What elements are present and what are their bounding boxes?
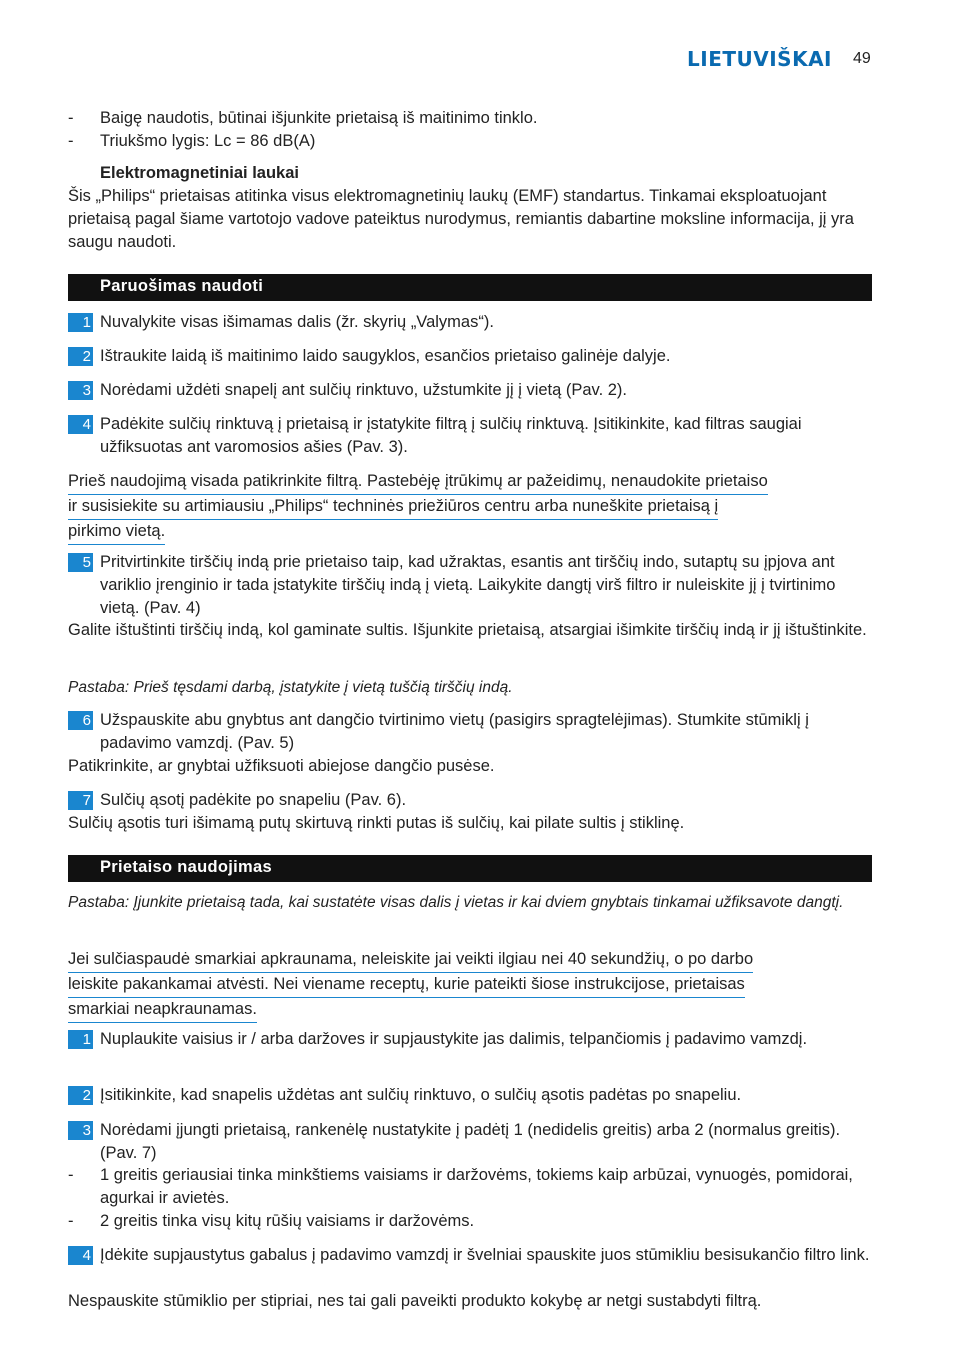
step-text: Užspauskite abu gnybtus ant dangčio tvirtinimo vietų (pasigirs spragtelėjimas). Stumkite stūmiklį į padavimo vamzdį. (Pav. 5) (100, 711, 809, 752)
step-note: Galite ištuštinti tirščių indą, kol gaminate sultis. Išjunkite prietaisą, atsargiai išimkite tirščių indą ir jį ištuštinkite. (68, 621, 867, 639)
step-number: 6 (68, 711, 93, 730)
step-note: Sulčių ąsotis turi išimamą putų skirtuvą rinkti putas iš sulčių, kai pilate sultis į stiklinę. (68, 814, 685, 832)
step-text: Padėkite sulčių rinktuvą į prietaisą ir įstatykite filtrą į sulčių rinktuvą. Įsitikinkite, kad filtras saugiai užfiksuotas ant varomosios ašies (Pav. 3). (100, 415, 802, 456)
step-number: 1 (68, 1030, 93, 1049)
speed-bullet: 1 greitis geriausiai tinka minkštiems vaisiams ir daržovėms, tokiems kaip arbūzai, vynuogės, pomidorai, agurkai ir avietės. (100, 1166, 853, 1207)
step-number: 2 (68, 347, 93, 366)
step-number: 4 (68, 415, 93, 434)
warning-block (68, 470, 872, 545)
bullet-dash: - (68, 1166, 74, 1184)
step-text: Norėdami įjungti prietaisą, rankenėlę nustatykite į padėtį 1 (nedidelis greitis) arba 2 (normalus greitis). (Pav. 7) (100, 1121, 841, 1162)
step-number: 3 (68, 1121, 93, 1140)
section-title: Paruošimas naudoti (100, 277, 264, 295)
intro-bullet: Triukšmo lygis: Lc = 86 dB(A) (100, 132, 316, 150)
warning-line: leiskite pakankamai atvėsti. Nei viename receptų, kurie pateikti šiose instrukcijose, prietaisas (68, 973, 745, 998)
step-number: 1 (68, 313, 93, 332)
section-title: Prietaiso naudojimas (100, 858, 272, 876)
warning-line: Jei sulčiaspaudė smarkiai apkraunama, neleiskite jai veikti ilgiau nei 40 sekundžių, o po darbo (68, 948, 753, 973)
step-text: Sulčių ąsotį padėkite po snapeliu (Pav. 6). (100, 791, 407, 809)
page-number: 49 (853, 50, 871, 67)
step-number: 5 (68, 553, 93, 572)
step-text: Pritvirtinkite tirščių indą prie prietaiso taip, kad užraktas, esantis ant tirščių indo, sutaptų su įpjova ant variklio įrenginio ir tada įstatykite tirščių indą į vietą. Laikykite dangtį virš filtro ir nuleiskite jį į tvirtinimo vietą. (Pav. 4) (100, 553, 836, 617)
step-text: Įsitikinkite, kad snapelis uždėtas ant sulčių rinktuvo, o sulčių ąsotis padėtas po snapeliu. (100, 1086, 742, 1104)
note-text: Pastaba: Prieš tęsdami darbą, įstatykite į vietą tuščią tirščių indą. (68, 679, 513, 696)
warning-line: pirkimo vietą. (68, 520, 165, 545)
step-text: Nuplaukite vaisius ir / arba daržoves ir supjaustykite jas dalimis, telpančiomis į padavimo vamzdį. (100, 1030, 808, 1048)
note-text: Pastaba: Įjunkite prietaisą tada, kai sustatėte visas dalis į vietas ir kai dviem gnybtais tinkamai užfiksavote dangtį. (68, 894, 844, 911)
warning-line: Prieš naudojimą visada patikrinkite filtrą. Pastebėję įtrūkimų ar pažeidimų, nenaudokite prietaiso (68, 470, 768, 495)
warning-line: ir susisiekite su artimiausiu „Philips“ techninės priežiūros centru arba nuneškite prietaisą į (68, 495, 718, 520)
speed-bullet: 2 greitis tinka visų kitų rūšių vaisiams ir daržovėms. (100, 1212, 475, 1230)
section-bar (68, 855, 872, 882)
bullet-dash: - (68, 1212, 74, 1230)
section-bar (68, 274, 872, 301)
step-number: 2 (68, 1086, 93, 1105)
emf-text: Šis „Philips“ prietaisas atitinka visus elektromagnetinių laukų (EMF) standartus. Tinkamai eksploatuojant prietaisą pagal šiame vartotojo vadove pateiktus nurodymus, remiantis dabartine moksline informacija, jį yra saugu naudoti. (68, 187, 854, 251)
step-number: 7 (68, 791, 93, 810)
step-text: Norėdami uždėti snapelį ant sulčių rinktuvo, užstumkite jį į vietą (Pav. 2). (100, 381, 628, 399)
emf-heading: Elektromagnetiniai laukai (100, 164, 299, 182)
language-label: LIETUVIŠKAI (687, 47, 832, 71)
bullet-dash: - (68, 132, 74, 150)
step-text: Ištraukite laidą iš maitinimo laido saugyklos, esančios prietaiso galinėje dalyje. (100, 347, 671, 365)
bullet-dash: - (68, 109, 74, 127)
step-note: Nespauskite stūmiklio per stipriai, nes tai gali paveikti produkto kokybę ar netgi sustabdyti filtrą. (68, 1292, 762, 1310)
step-text: Nuvalykite visas išimamas dalis (žr. skyrių „Valymas“). (100, 313, 494, 331)
step-text: Įdėkite supjaustytus gabalus į padavimo vamzdį ir švelniai spauskite juos stūmikliu besisukančio filtro link. (100, 1246, 870, 1264)
step-number: 4 (68, 1246, 93, 1265)
step-number: 3 (68, 381, 93, 400)
warning-block (68, 948, 872, 1023)
warning-line: smarkiai neapkraunamas. (68, 998, 257, 1023)
step-note: Patikrinkite, ar gnybtai užfiksuoti abiejose dangčio pusėse. (68, 757, 495, 775)
intro-bullet: Baigę naudotis, būtinai išjunkite prietaisą iš maitinimo tinklo. (100, 109, 538, 127)
